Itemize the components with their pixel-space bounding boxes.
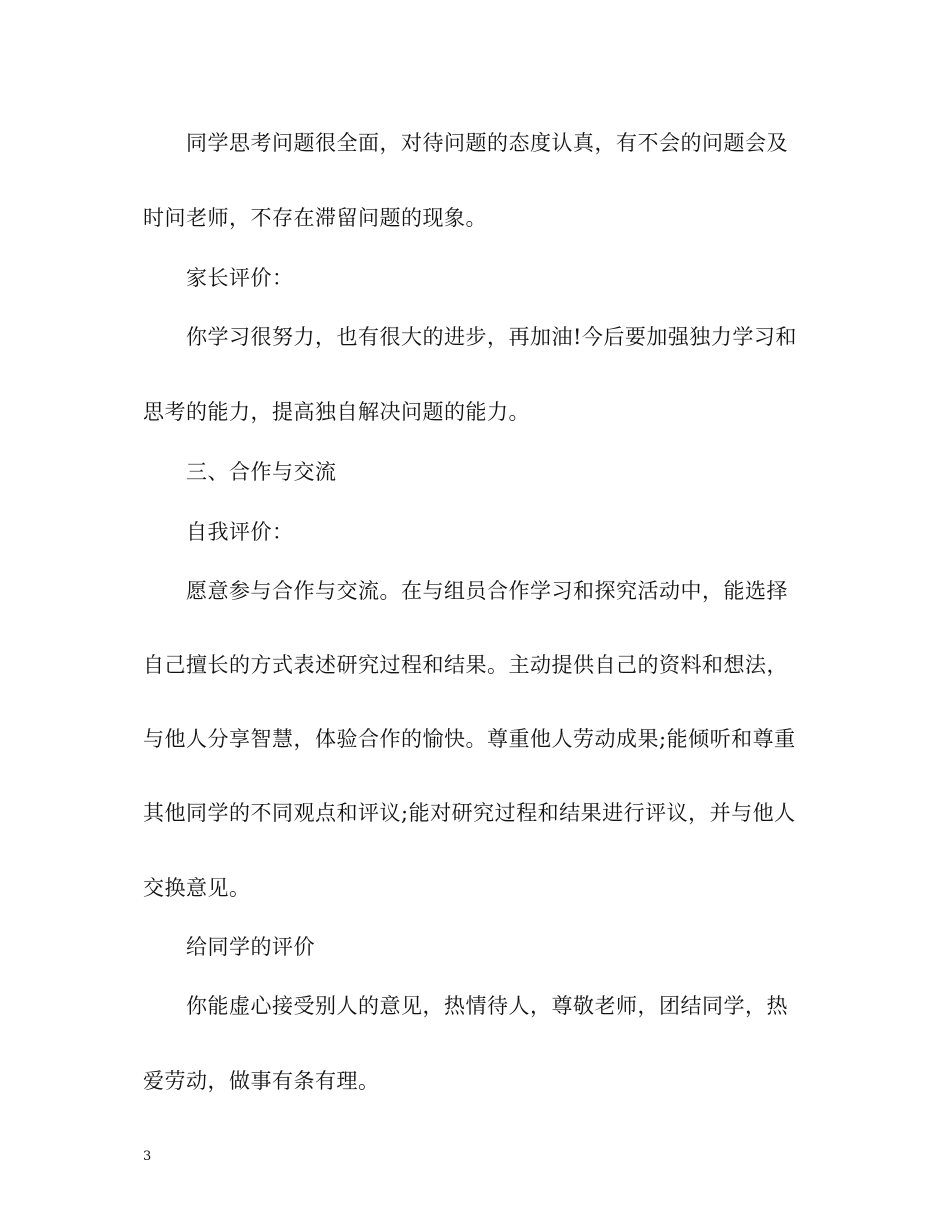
text-line-15: 爱劳动，做事有条有理。: [143, 1069, 380, 1093]
text-line-11: 其他同学的不同观点和评议;能对研究过程和结果进行评议，并与他人: [143, 801, 796, 825]
text-line-12: 交换意见。: [143, 876, 251, 900]
text-line-1: 同学思考问题很全面，对待问题的态度认真，有不会的问题会及: [186, 131, 788, 155]
page-number: 3: [143, 1149, 152, 1164]
text-line-10: 与他人分享智慧，体验合作的愉快。尊重他人劳动成果;能倾听和尊重: [143, 727, 796, 751]
text-line-5: 思考的能力，提高独自解决问题的能力。: [143, 400, 530, 424]
section-label-self-review: 自我评价：: [186, 520, 294, 544]
text-line-8: 愿意参与合作与交流。在与组员合作学习和探究活动中，能选择: [186, 579, 788, 603]
section-label-peer-review: 给同学的评价: [186, 935, 315, 959]
text-line-2: 时问老师，不存在滞留问题的现象。: [143, 206, 487, 230]
section-heading-cooperation: 三、合作与交流: [186, 460, 337, 484]
text-line-14: 你能虚心接受别人的意见，热情待人，尊敬老师，团结同学，热: [186, 994, 788, 1018]
text-line-4: 你学习很努力，也有很大的进步，再加油!今后要加强独力学习和: [186, 325, 797, 349]
section-label-parent-review: 家长评价：: [186, 266, 294, 290]
text-line-9: 自己擅长的方式表述研究过程和结果。主动提供自己的资料和想法，: [143, 653, 788, 677]
